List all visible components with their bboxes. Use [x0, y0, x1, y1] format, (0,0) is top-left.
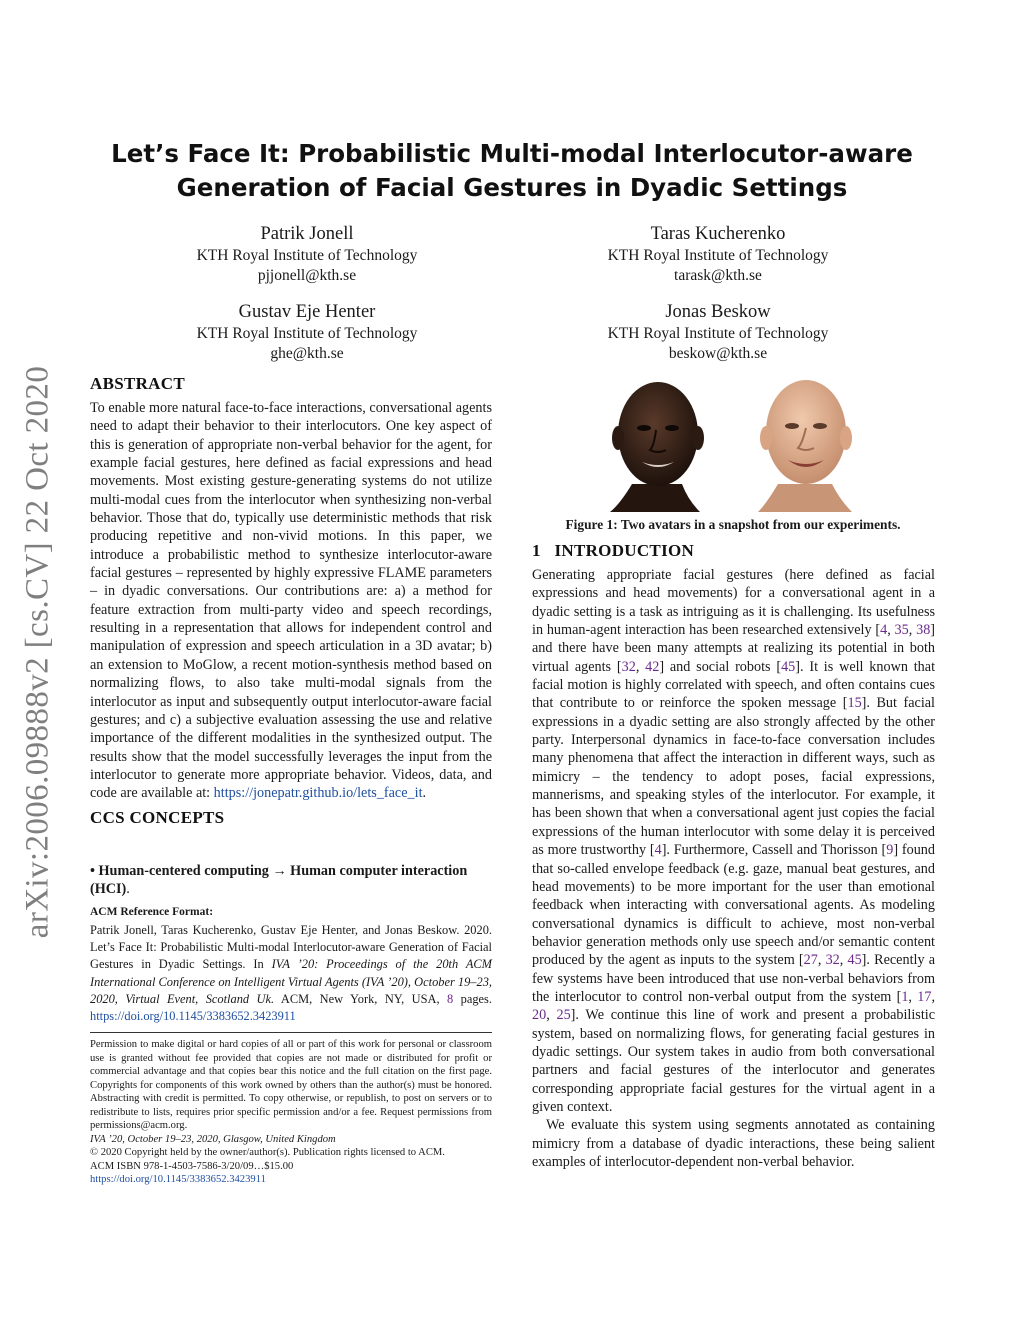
- intro-heading: 1 INTRODUCTION: [532, 541, 695, 560]
- ccs-heading: CCS CONCEPTS: [90, 808, 225, 827]
- citation-link[interactable]: 42: [645, 658, 660, 675]
- author-block: [553, 222, 883, 286]
- arxiv-stamp-text: arXiv:2006.09888v2 [cs.CV] 22 Oct 2020: [19, 365, 56, 939]
- page-count-link[interactable]: 8: [447, 991, 454, 1006]
- citation-link[interactable]: 35: [894, 622, 909, 639]
- abstract-text: To enable more natural face-to-face interactions, conversational agents need to adapt their behavior to their interlocutors. One key aspect of this is generation of appropriate non-verbal behavior for the agent, for example facial gestures, here defined as facial expressions and head movements. Most existing gesture-generating systems do not utilize multi-modal cues from the interlocutor when synthesizing non-verbal behavior. Those that do, typically use deterministic methods that risk producing repetitive and non-vivid motions. In this paper, we introduce a probabilistic method to synthesize interlocutor-aware facial gestures – represented by highly expressive FLAME parameters – in dyadic conversations. Our contributions are: a) a method for feature extraction from multi-party video and speech recordings, resulting in a representation that allows for independent control and manipulation of expression and speech articulation in a 3D avatar; b) an extension to MoGlow, a recent motion-synthesis method based on normalizing flows, to also take multi-modal signals from the interlocutor as input and subsequently output interlocutor-aware facial gestures; and c) a subjective evaluation assessing the use and relative importance of the different modalities in the synthesized output. The results show that the model successfully leverages the input from the interlocutor to generate more appropriate behavior. Videos, data, and code are available at:: [90, 400, 492, 802]
- intro-body: [532, 566, 935, 1171]
- acm-reference: Patrik Jonell, Taras Kucherenko, Gustav Eje Henter, and Jonas Beskow. 2020. Let’s Face It: Probabilistic Multi-modal Interlocutor-aware Generation of Facial Gestures in Dyadic Settings. In IVA ’20: Proceedings of the 20th ACM International Conference on Intelligent Virtual Agents (IVA ’20), October 19–23, 2020, Virtual Event, Scotland Uk. ACM, New York, NY, USA, 8 pages. https://doi.org/10.1145/3383652.3423911: [90, 923, 492, 1024]
- doi-link[interactable]: https://doi.org/10.1145/3383652.3423911: [90, 1009, 296, 1024]
- isbn-line: ACM ISBN 978-1-4503-7586-3/20/09…$15.00: [90, 1160, 294, 1172]
- citation-link[interactable]: 20: [532, 1007, 547, 1024]
- author-name: Gustav Eje Henter: [238, 302, 376, 322]
- author-name: Patrik Jonell: [260, 224, 354, 244]
- citation-link[interactable]: 27: [803, 952, 818, 969]
- author-affiliation: KTH Royal Institute of Technology: [196, 247, 418, 264]
- author-block: [142, 222, 472, 286]
- project-link[interactable]: https://jonepatr.github.io/lets_face_it: [213, 785, 423, 802]
- intro-paragraph-1: Generating appropriate facial gestures (here defined as facial expressions and head movements) for a conversational agent in a dyadic setting is a task as intriguing as it is challenging. Its usefulness in human-agent interaction has been researched extensively [4, 35, 38] and there have been many attempts at realizing its potential in both virtual agents [32, 42] and social robots [45]. It is well known that facial motion is highly correlated with speech, and often contains cues that contribute to or reinforce the spoken message [15]. But facial expressions in a dyadic setting are also strongly affected by the other party. Interpersonal dynamics in face-to-face conversation includes many phenomena that affect the interaction in different ways, such as mimicry – the tendency to adopt poses, facial expressions, mannerisms, and speaking styles of the interlocutor. For example, it has been shown that when a conversational agent just copies the facial expressions of the human interlocutor with some delay it is perceived as more trustworthy [4]. Furthermore, Cassell and Thorisson [9] found that so-called envelope feedback (e.g. gaze, manual beat gestures, and head movements) to be more important for the user than emotional feedback when interacting with conversational agents. As modeling conversational dynamics is difficult to achieve, most non-verbal behavior generation methods only use speech and/or semantic content produced by the agent as inputs to the system [27, 32, 45]. Recently a few systems have been introduced that use non-verbal behaviors from the interlocutor to control non-verbal output from the system [1, 17, 20, 25]. We continue this line of work and present a probabilistic system, based on normalizing flows, for generating facial gestures in dyadic settings. Our system takes in audio from both conversational partners and facial gestures of the interlocutor and generates corresponding appropriate facial gestures for the virtual agent in a given context.: [532, 567, 936, 1115]
- intro-paragraph-2: We evaluate this system using segments annotated as containing mimicry from a database of dyadic interactions, these being salient examples of interlocutor-dependent non-verbal behavior.: [532, 1117, 935, 1170]
- permission-text: Permission to make digital or hard copies of all or part of this work for personal or classroom use is granted without fee provided that copies are not made or distributed for profit or commercial advantage and that copies bear this notice and the full citation on the first page. Copyrights for components of this work owned by others than the author(s) must be honored. Abstracting with credit is permitted. To copy otherwise, or republish, to post on servers or to redistribute to lists, requires prior specific permission and/or a fee. Request permissions from permissions@acm.org.: [90, 1039, 492, 1131]
- citation-link[interactable]: 25: [556, 1007, 571, 1024]
- copyright-line: © 2020 Copyright held by the owner/author(s). Publication rights licensed to ACM.: [90, 1147, 445, 1158]
- author-affiliation: KTH Royal Institute of Technology: [607, 247, 829, 264]
- author-email: pjjonell@kth.se: [257, 267, 357, 284]
- citation-link[interactable]: 4: [880, 622, 888, 639]
- citation-link[interactable]: 17: [917, 988, 932, 1005]
- author-block: [553, 300, 883, 364]
- author-affiliation: KTH Royal Institute of Technology: [196, 325, 418, 342]
- author-name: Jonas Beskow: [665, 302, 771, 322]
- author-block: [142, 300, 472, 364]
- citation-link[interactable]: 32: [825, 952, 840, 969]
- citation-link[interactable]: 9: [886, 842, 894, 859]
- citation-link[interactable]: 38: [916, 622, 931, 639]
- arxiv-stamp: [12, 362, 64, 942]
- author-email: beskow@kth.se: [668, 345, 768, 362]
- permission-block: [90, 1038, 492, 1187]
- citation-link[interactable]: 4: [654, 842, 662, 859]
- light-avatar: [758, 380, 852, 512]
- citation-link[interactable]: 32: [621, 658, 636, 675]
- citation-link[interactable]: 45: [847, 952, 862, 969]
- citation-link[interactable]: 15: [847, 695, 862, 712]
- ccs-concepts: • Human-centered computing → Human computer interaction (HCI).: [90, 863, 468, 898]
- abstract-heading: ABSTRACT: [90, 374, 185, 393]
- dark-avatar: [610, 382, 704, 512]
- figure-caption: Figure 1: Two avatars in a snapshot from our experiments.: [565, 517, 901, 532]
- author-email: tarask@kth.se: [674, 267, 762, 284]
- citation-link[interactable]: 45: [781, 658, 796, 675]
- author-affiliation: KTH Royal Institute of Technology: [607, 325, 829, 342]
- avatars-illustration: [590, 372, 890, 512]
- citation-link[interactable]: 1: [901, 988, 909, 1005]
- paper-title: Let’s Face It: Probabilistic Multi-modal Interlocutor-aware Generation of Facial Gestures in Dyadic Settings: [111, 139, 913, 202]
- author-email: ghe@kth.se: [270, 345, 344, 362]
- footnote-rule: [90, 1032, 492, 1033]
- conference-line: IVA ’20, October 19–23, 2020, Glasgow, United Kingdom: [90, 1133, 336, 1145]
- footnote-doi-link[interactable]: https://doi.org/10.1145/3383652.3423911: [90, 1174, 266, 1185]
- figure-avatars: [590, 372, 890, 512]
- abstract-body: To enable more natural face-to-face interactions, conversational agents need to adapt their behavior to their interlocutors. One key aspect of this is generation of appropriate non-verbal behavior for the agent, for example facial gestures, here defined as facial expressions and head movements. Most existing gesture-generating systems do not utilize multi-modal cues from the interlocutor when synthesizing non-verbal behavior. Those that do, typically use deterministic methods that risk producing repetitive and non-vivid motions. In this paper, we introduce a probabilistic method to synthesize interlocutor-aware facial gestures – represented by highly expressive FLAME parameters – in dyadic conversations. Our contributions are: a) a method for feature extraction from multi-party video and speech recordings, resulting in a representation that allows for independent control and manipulation of expression and speech articulation in a 3D avatar; b) an extension to MoGlow, a recent motion-synthesis method based on normalizing flows, to also take multi-modal signals from the interlocutor as input and subsequently output interlocutor-aware facial gestures; and c) a subjective evaluation assessing the use and relative importance of the different modalities in the synthesized output. The results show that the model successfully leverages the input from the interlocutor to generate more appropriate behavior. Videos, data, and code are available at: https://jonepatr.github.io/lets_face_it.: [90, 400, 492, 802]
- author-name: Taras Kucherenko: [650, 224, 786, 244]
- acm-ref-heading: ACM Reference Format:: [90, 906, 214, 918]
